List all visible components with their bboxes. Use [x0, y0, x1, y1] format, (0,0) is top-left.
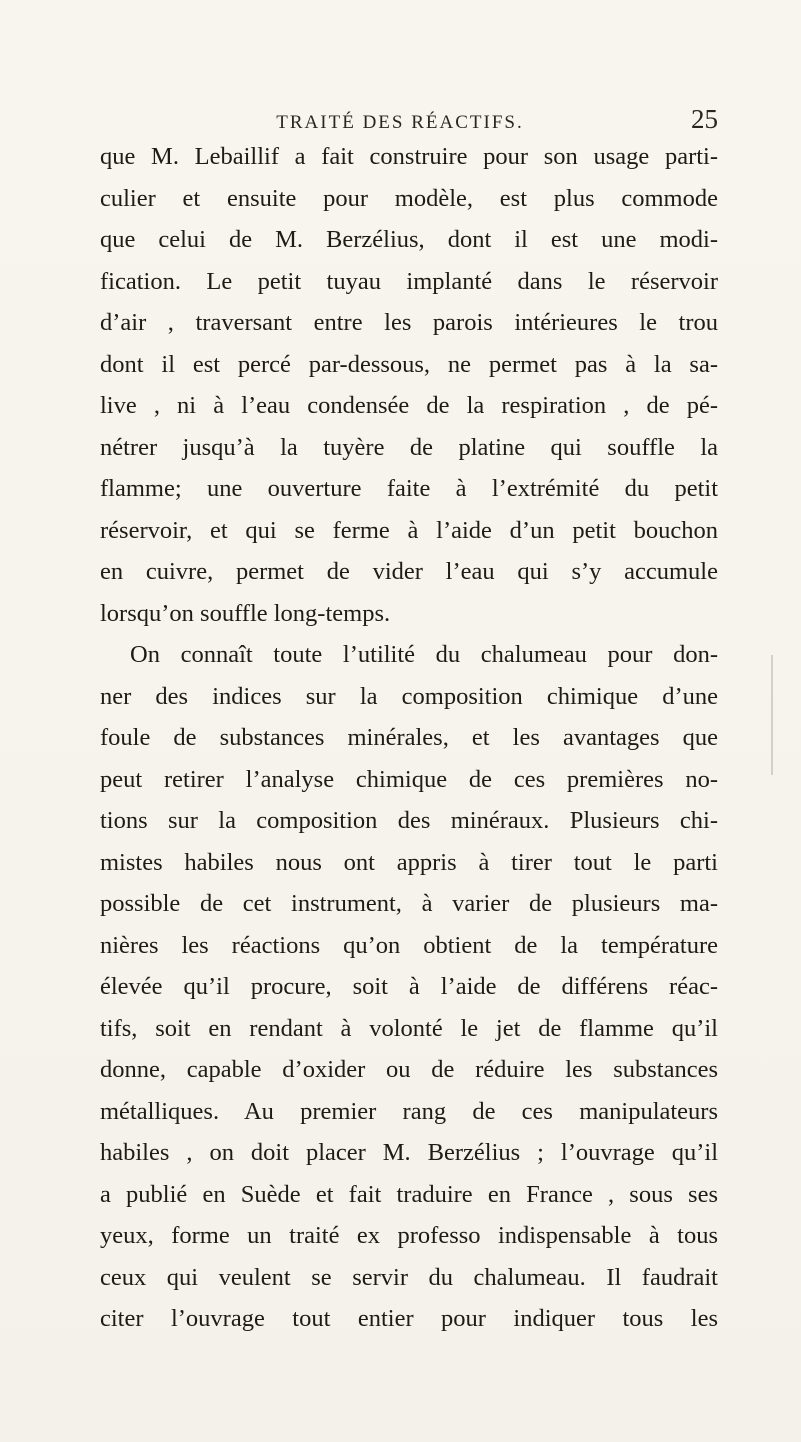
text-line: a publié en Suède et fait traduire en France , sous ses: [100, 1180, 718, 1208]
text-line: métalliques. Au premier rang de ces manipulateurs: [100, 1097, 718, 1125]
text-line: fication. Le petit tuyau implanté dans le réservoir: [100, 267, 718, 295]
page-number: 25: [691, 104, 718, 134]
text-line: tions sur la composition des minéraux. Plusieurs chi-: [100, 807, 718, 834]
text-line: ner des indices sur la composition chimique d’une: [100, 682, 718, 710]
body-text: [100, 136, 718, 1340]
text-line: lorsqu’on souffle long-temps.: [100, 599, 391, 627]
text-line: On connaît toute l’utilité du chalumeau pour don-: [130, 641, 718, 668]
text-line: nières les réactions qu’on obtient de la température: [100, 931, 718, 959]
text-line: flamme; une ouverture faite à l’extrémité du petit: [100, 475, 718, 502]
text-line: live , ni à l’eau condensée de la respiration , de pé-: [100, 392, 718, 419]
text-line: dont il est percé par-dessous, ne permet pas à la sa-: [100, 350, 718, 378]
text-line: culier et ensuite pour modèle, est plus commode: [100, 184, 718, 212]
text-line: possible de cet instrument, à varier de plusieurs ma-: [100, 890, 718, 917]
text-line: citer l’ouvrage tout entier pour indiquer tous les: [100, 1305, 718, 1332]
text-line: peut retirer l’analyse chimique de ces premières no-: [100, 765, 718, 793]
text-line: réservoir, et qui se ferme à l’aide d’un petit bouchon: [100, 516, 718, 544]
text-line: élevée qu’il procure, soit à l’aide de différens réac-: [100, 973, 718, 1000]
text-line: tifs, soit en rendant à volonté le jet de flamme qu’il: [100, 1014, 718, 1042]
text-line: que M. Lebaillif a fait construire pour son usage parti-: [100, 143, 718, 170]
text-line: habiles , on doit placer M. Berzélius ; l’ouvrage qu’il: [100, 1139, 718, 1166]
text-line: que celui de M. Berzélius, dont il est une modi-: [100, 226, 718, 253]
text-line: foule de substances minérales, et les avantages que: [100, 724, 718, 751]
text-line: mistes habiles nous ont appris à tirer tout le parti: [100, 848, 718, 876]
text-line: d’air , traversant entre les parois intérieures le trou: [100, 309, 718, 336]
text-line: donne, capable d’oxider ou de réduire les substances: [100, 1056, 718, 1083]
text-line: ceux qui veulent se servir du chalumeau. Il faudrait: [100, 1263, 718, 1291]
text-line: nétrer jusqu’à la tuyère de platine qui souffle la: [100, 433, 718, 461]
margin-mark: [771, 655, 773, 775]
running-header: TRAITÉ DES RÉACTIFS.: [276, 112, 524, 133]
text-line: yeux, forme un traité ex professo indispensable à tous: [100, 1222, 718, 1249]
text-line: en cuivre, permet de vider l’eau qui s’y accumule: [100, 558, 718, 585]
